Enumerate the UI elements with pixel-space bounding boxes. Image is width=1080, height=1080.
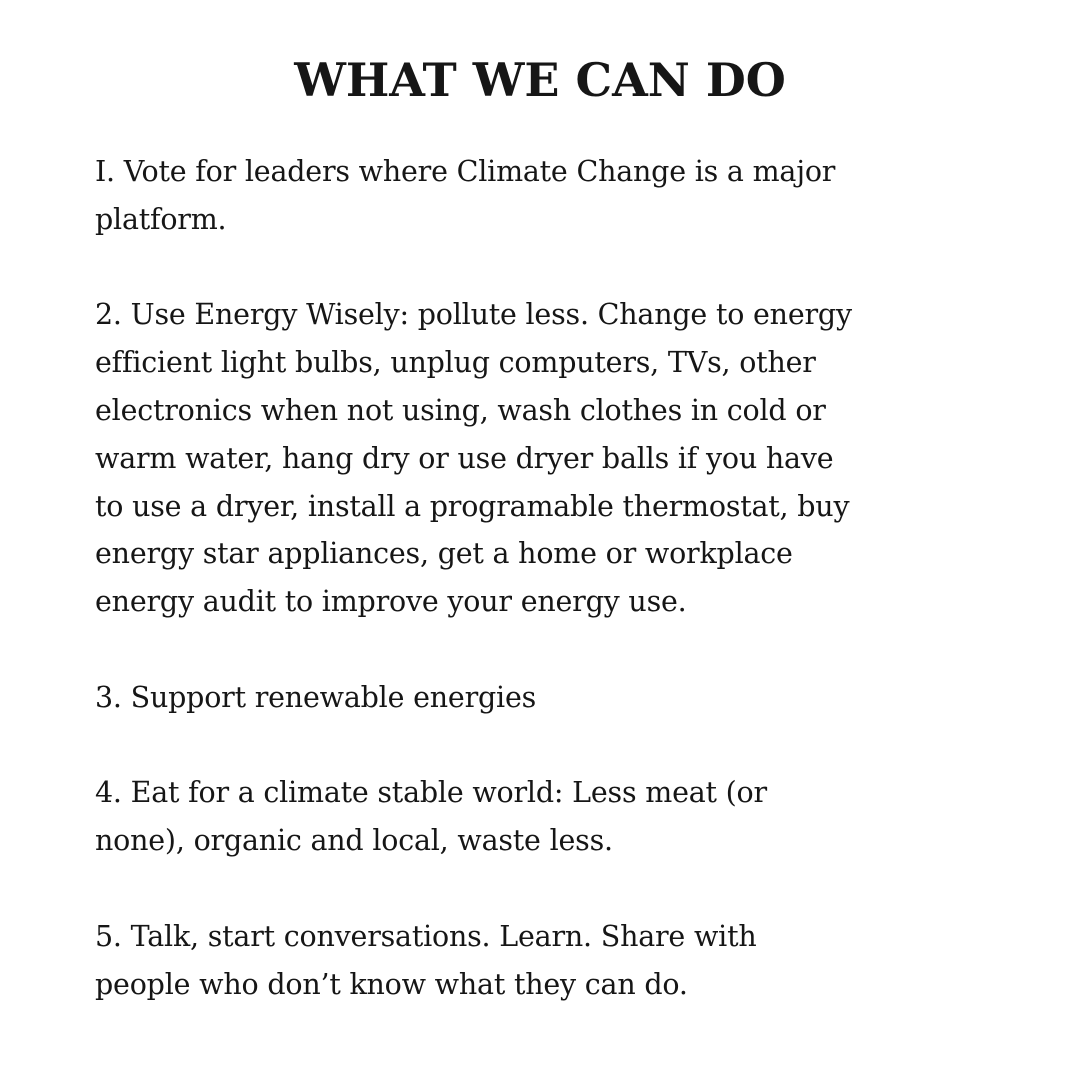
action-item-5: 5. Talk, start conversations. Learn. Share with people who don’t know what they can do. [95,919,757,1001]
page-title: WHAT WE CAN DO [294,53,786,107]
action-item-3: 3. Support renewable energies [95,680,537,714]
action-item-4: 4. Eat for a climate stable world: Less meat (or none), organic and local, waste less. [95,776,767,858]
action-item-2: 2. Use Energy Wisely: pollute less. Change to energy efficient light bulbs, unplug computers, TVs, other electronics when not using, wash clothes in cold or warm water, hang dry or use dryer balls if you have to use a dryer, install a programable thermostat, buy energy star appliances, get a home or workplace energy audit to improve your energy use. [95,298,852,619]
action-item-1: I. Vote for leaders where Climate Change is a major platform. [95,155,836,236]
action-list [95,148,1015,1008]
